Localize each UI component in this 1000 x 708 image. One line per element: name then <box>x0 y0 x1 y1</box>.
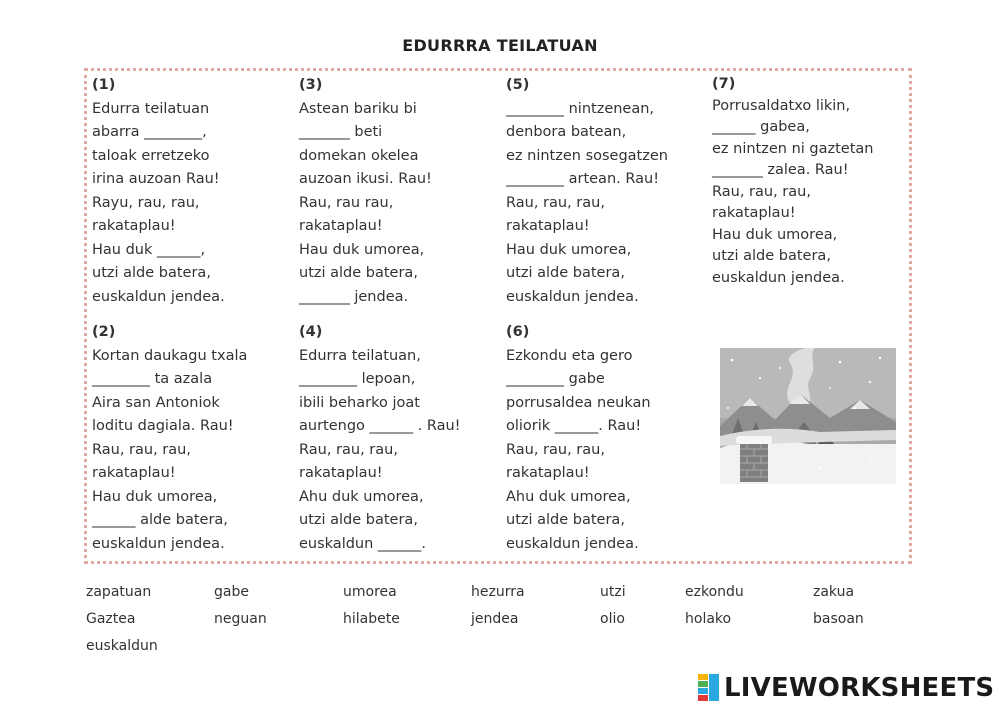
stanza-number: (2) <box>92 324 116 340</box>
stanza-line: Hau duk umorea, <box>92 488 218 505</box>
stanza-line: utzi alde batera, <box>299 265 418 281</box>
stanza-line: Edurra teilatuan, <box>299 347 421 364</box>
stanza-line: ________ nintzenean, <box>506 100 655 117</box>
stanza-line: utzi alde batera, <box>712 248 831 264</box>
stanza-line: taloak erretzeko <box>92 147 210 164</box>
stanza-line: euskaldun jendea. <box>506 288 639 305</box>
stanza-line: rakataplau! <box>506 465 590 481</box>
word-bank-item: hilabete <box>343 611 400 627</box>
word-bank-item: hezurra <box>471 584 525 600</box>
stanza-line: utzi alde batera, <box>92 265 211 281</box>
stanza-line: porrusaldea neukan <box>506 394 651 411</box>
stanza-line: Hau duk ______, <box>92 241 206 258</box>
stanza-line: Hau duk umorea, <box>299 241 425 258</box>
word-bank-item: basoan <box>813 611 864 627</box>
stanza-line: euskaldun ______. <box>299 535 427 552</box>
stanza-line: aurtengo ______ . Rau! <box>299 418 461 434</box>
stanza-line: abarra ________, <box>92 124 207 140</box>
stanza-line: ez nintzen sosegatzen <box>506 147 668 164</box>
stanza-4 <box>299 321 499 556</box>
stanza-line: _______ jendea. <box>299 288 409 305</box>
word-bank-item: gabe <box>214 584 249 600</box>
stanza-number: (7) <box>712 76 736 92</box>
stanza-line: ________ lepoan, <box>299 371 416 387</box>
word-bank-item: holako <box>685 611 732 627</box>
stanza-line: Rau, rau, rau, <box>712 183 811 200</box>
stanza-line: Hau duk umorea, <box>712 226 838 243</box>
stanza-number: (5) <box>506 77 530 93</box>
stanza-line: oliorik ______. Rau! <box>506 418 642 434</box>
word-bank-item: neguan <box>214 611 267 627</box>
stanza-number: (4) <box>299 324 323 340</box>
winter-village-illustration <box>720 348 896 484</box>
stanza-line: irina auzoan Rau! <box>92 171 220 187</box>
stanza-line: euskaldun jendea. <box>506 535 639 552</box>
worksheet-title: EDURRRA TEILATUAN <box>402 36 598 55</box>
word-bank-item: zakua <box>813 584 855 600</box>
stanza-line: Rau, rau rau, <box>299 194 394 211</box>
stanza-line: rakataplau! <box>92 465 176 481</box>
word-bank-item: Gaztea <box>86 611 136 627</box>
stanza-line: ________ artean. Rau! <box>506 171 660 187</box>
word-bank-item: jendea <box>471 611 519 627</box>
word-bank-item: olio <box>600 611 625 627</box>
stanza-line: Ahu duk umorea, <box>506 488 631 505</box>
word-bank-item: umorea <box>343 584 397 600</box>
stanza-line: Porrusaldatxo likin, <box>712 97 851 114</box>
stanza-line: rakataplau! <box>299 465 383 481</box>
snowy-rooftop-picture <box>720 348 896 484</box>
stanza-line: loditu dagiala. Rau! <box>92 418 234 434</box>
stanza-line: rakataplau! <box>299 218 383 234</box>
stanza-line: ______ alde batera, <box>92 512 228 528</box>
stanza-line: Aira san Antoniok <box>92 394 220 411</box>
stanza-line: ez nintzen ni gaztetan <box>712 140 874 157</box>
stanza-3 <box>299 74 499 309</box>
stanza-5 <box>506 74 706 309</box>
stanza-line: rakataplau! <box>92 218 176 234</box>
stanza-line: rakataplau! <box>712 205 796 221</box>
stanza-line: Ahu duk umorea, <box>299 488 424 505</box>
stanza-1 <box>92 74 292 309</box>
stanza-line: Rayu, rau, rau, <box>92 194 200 211</box>
stanza-number: (1) <box>92 77 116 93</box>
stanza-line: Rau, rau, rau, <box>506 441 605 458</box>
stanza-line: utzi alde batera, <box>299 512 418 528</box>
stanza-line: ______ gabea, <box>712 119 810 135</box>
stanza-line: Hau duk umorea, <box>506 241 632 258</box>
stanza-line: ________ gabe <box>506 371 605 387</box>
stanza-number: (6) <box>506 324 530 340</box>
stanza-line: ibili beharko joat <box>299 394 420 411</box>
stanza-6 <box>506 321 706 556</box>
word-bank-item: zapatuan <box>86 584 152 600</box>
stanza-line: _______ zalea. Rau! <box>712 162 849 178</box>
stanza-line: Astean bariku bi <box>299 100 417 117</box>
liveworksheets-logo-text: LIVEWORKSHEETS <box>724 673 995 703</box>
stanza-line: Rau, rau, rau, <box>92 441 191 458</box>
liveworksheets-logo-icon <box>698 674 720 702</box>
stanza-line: Rau, rau, rau, <box>506 194 605 211</box>
stanza-7 <box>712 74 912 289</box>
stanza-line: euskaldun jendea. <box>92 288 225 305</box>
word-bank-item: euskaldun <box>86 638 158 654</box>
stanza-line: Rau, rau, rau, <box>299 441 398 458</box>
word-bank-item: ezkondu <box>685 584 744 600</box>
liveworksheets-logo[interactable] <box>698 672 994 704</box>
stanza-line: utzi alde batera, <box>506 512 625 528</box>
stanza-line: ________ ta azala <box>92 371 213 387</box>
stanza-number: (3) <box>299 77 323 93</box>
stanza-line: auzoan ikusi. Rau! <box>299 171 432 187</box>
stanza-2 <box>92 321 292 556</box>
stanza-line: euskaldun jendea. <box>712 269 845 286</box>
stanza-line: Kortan daukagu txala <box>92 347 248 364</box>
stanza-line: euskaldun jendea. <box>92 535 225 552</box>
stanza-line: domekan okelea <box>299 147 419 164</box>
stanza-line: utzi alde batera, <box>506 265 625 281</box>
stanza-line: Ezkondu eta gero <box>506 347 633 364</box>
stanza-line: _______ beti <box>299 124 383 140</box>
word-bank-item: utzi <box>600 584 626 600</box>
stanza-line: denbora batean, <box>506 124 627 140</box>
stanza-line: rakataplau! <box>506 218 590 234</box>
stanza-line: Edurra teilatuan <box>92 100 210 117</box>
